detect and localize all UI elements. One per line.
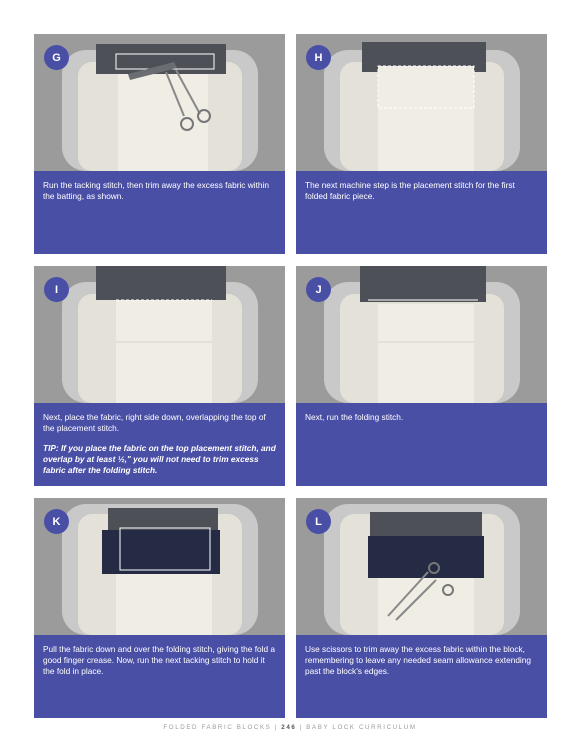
photo-illustration-l bbox=[296, 498, 547, 635]
step-badge-g: G bbox=[44, 45, 69, 70]
photo-illustration-h bbox=[296, 34, 547, 171]
photo-illustration-k bbox=[34, 498, 285, 635]
step-caption-j bbox=[305, 412, 538, 432]
photo-illustration-g bbox=[34, 34, 285, 171]
step-text-h: The next machine step is the placement stitch for the first folded fabric piece. bbox=[305, 180, 515, 201]
step-photo-i bbox=[34, 266, 285, 403]
photo-illustration-j bbox=[296, 266, 547, 403]
step-caption-h bbox=[305, 180, 538, 211]
step-card-k bbox=[34, 498, 285, 718]
footer-curriculum: BABY LOCK CURRICULUM bbox=[306, 724, 417, 731]
step-caption-l bbox=[305, 644, 538, 686]
footer-separator-1: | bbox=[274, 724, 278, 731]
step-photo-k bbox=[34, 498, 285, 635]
step-card-h bbox=[296, 34, 547, 254]
step-caption-k bbox=[43, 644, 276, 686]
step-badge-i: I bbox=[44, 277, 69, 302]
page-number: 246 bbox=[281, 724, 297, 731]
step-text-k: Pull the fabric down and over the folding stitch, giving the fold a good finger crease. Now, run the next tacking stitch to hold it the fold in place. bbox=[43, 644, 275, 676]
step-photo-j bbox=[296, 266, 547, 403]
step-caption-i bbox=[43, 412, 276, 485]
page-footer bbox=[0, 724, 580, 731]
footer-separator-2: | bbox=[299, 724, 303, 731]
step-badge-k: K bbox=[44, 509, 69, 534]
step-badge-h: H bbox=[306, 45, 331, 70]
step-photo-g bbox=[34, 34, 285, 171]
step-photo-h bbox=[296, 34, 547, 171]
step-text-j: Next, run the folding stitch. bbox=[305, 412, 404, 422]
photo-illustration-i bbox=[34, 266, 285, 403]
footer-section-title: FOLDED FABRIC BLOCKS bbox=[163, 724, 272, 731]
step-card-i bbox=[34, 266, 285, 486]
step-card-g bbox=[34, 34, 285, 254]
step-text-g: Run the tacking stitch, then trim away the excess fabric within the batting, as shown. bbox=[43, 180, 269, 201]
step-badge-l: L bbox=[306, 509, 331, 534]
step-caption-g bbox=[43, 180, 276, 211]
step-card-l bbox=[296, 498, 547, 718]
step-photo-l bbox=[296, 498, 547, 635]
step-tip-i: TIP: If you place the fabric on the top placement stitch, and overlap by at least ½," you will not need to trim excess fabric after the folding stitch. bbox=[43, 443, 276, 475]
step-text-i: Next, place the fabric, right side down, overlapping the top of the placement stitch. bbox=[43, 412, 266, 433]
step-card-j bbox=[296, 266, 547, 486]
step-text-l: Use scissors to trim away the excess fabric within the block, remembering to leave any needed seam allowance extending past the block's edges. bbox=[305, 644, 532, 676]
step-badge-j: J bbox=[306, 277, 331, 302]
